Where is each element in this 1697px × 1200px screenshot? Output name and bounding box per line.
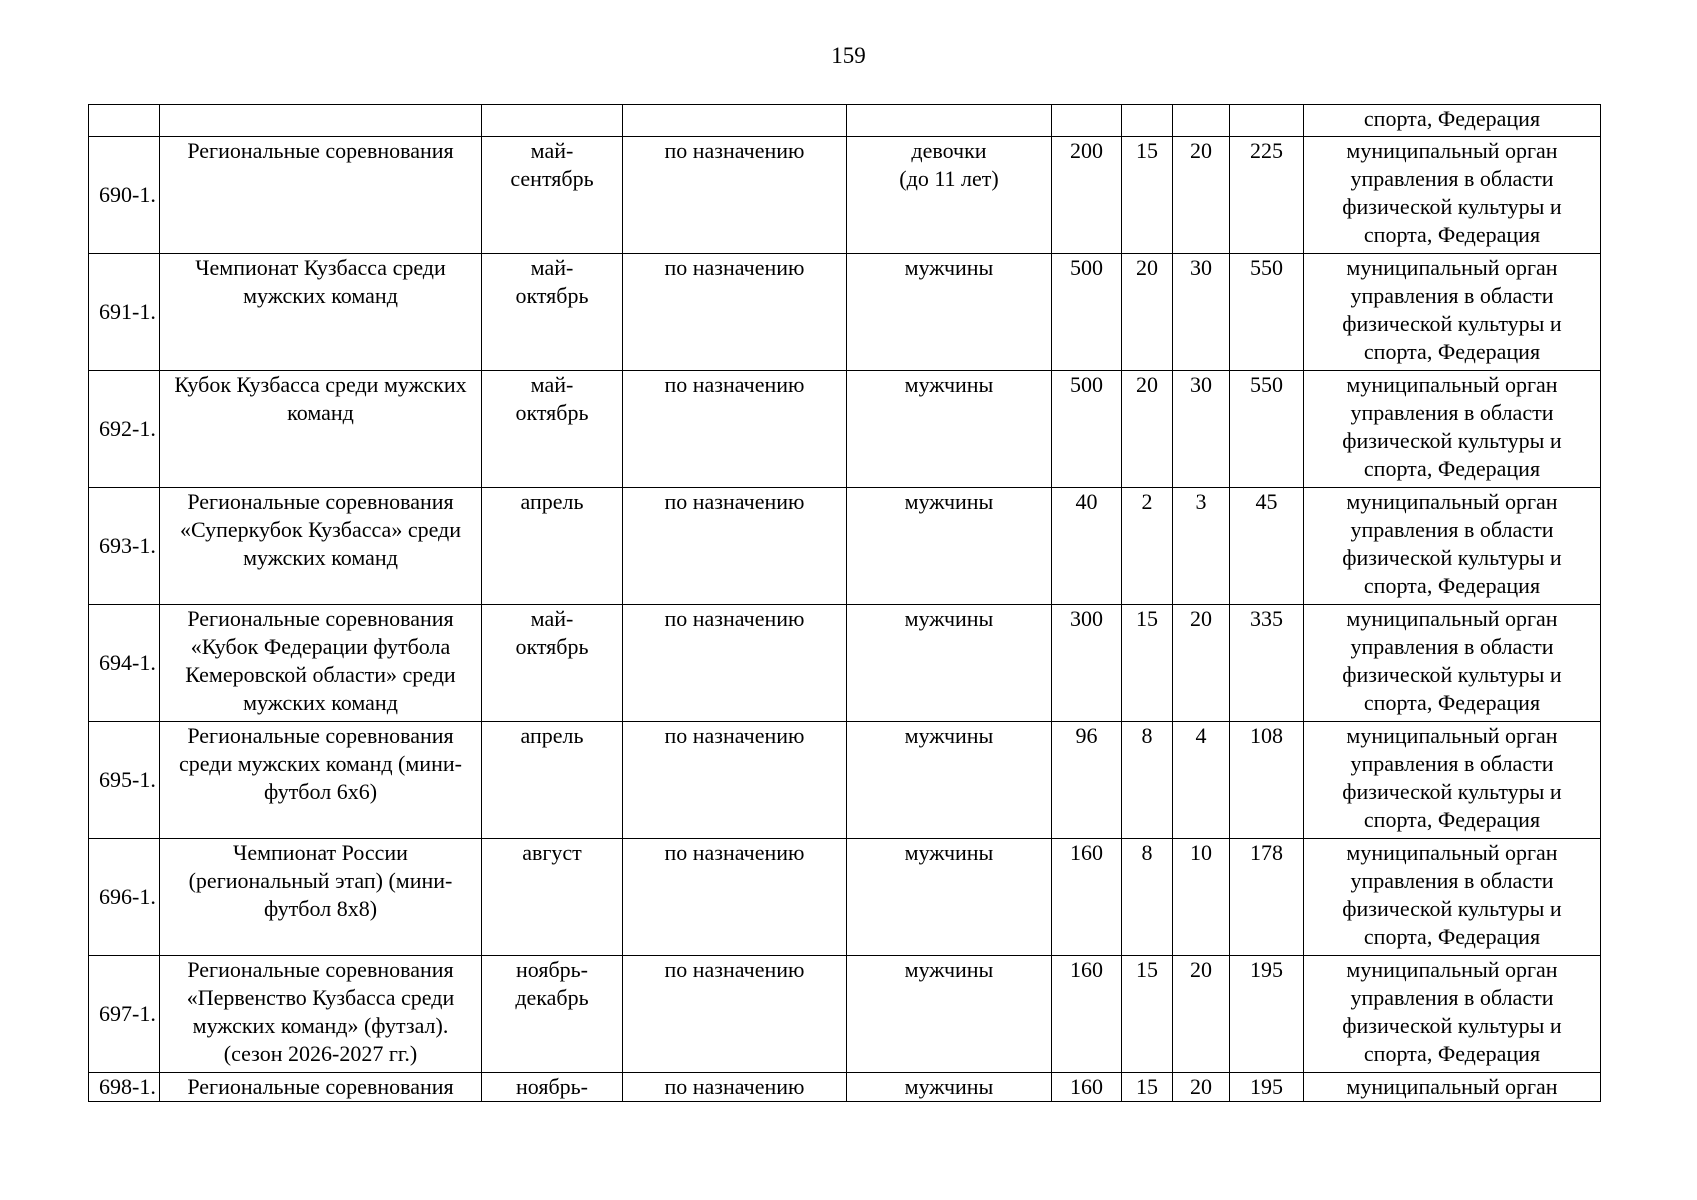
cell-num: 695-1. [89,722,160,839]
cell-coaches: 15 [1122,605,1173,722]
cell-coaches [1122,105,1173,137]
page-number: 159 [831,43,866,68]
cell-dates: май- сентябрь [482,137,623,254]
cell-num: 691-1. [89,254,160,371]
continuation-row [89,105,1601,137]
cell-group: мужчины [847,1073,1052,1102]
cell-judges: 20 [1173,1073,1230,1102]
cell-selection: по назначению [623,956,847,1073]
cell-judges: 20 [1173,605,1230,722]
table-row [89,722,1601,839]
cell-judges: 3 [1173,488,1230,605]
cell-coaches: 15 [1122,956,1173,1073]
cell-total: 225 [1230,137,1304,254]
cell-organizer: муниципальный орган управления в области физической культуры и спорта, Федерация [1304,722,1601,839]
cell-group: мужчины [847,839,1052,956]
cell-dates: август [482,839,623,956]
cell-organizer: муниципальный орган управления в области физической культуры и спорта, Федерация [1304,371,1601,488]
cell-name: Региональные соревнования «Суперкубок Кузбасса» среди мужских команд [160,488,482,605]
cell-num: 696-1. [89,839,160,956]
cell-athletes: 200 [1052,137,1122,254]
cell-athletes: 160 [1052,1073,1122,1102]
cell-organizer: спорта, Федерация [1304,105,1601,137]
cell-selection: по назначению [623,371,847,488]
cell-name: Региональные соревнования [160,137,482,254]
cell-name [160,105,482,137]
cell-dates: май- октябрь [482,254,623,371]
cell-athletes: 500 [1052,254,1122,371]
cell-organizer: муниципальный орган управления в области физической культуры и спорта, Федерация [1304,605,1601,722]
cell-num [89,105,160,137]
table-row [89,605,1601,722]
cell-coaches: 8 [1122,839,1173,956]
cell-judges: 10 [1173,839,1230,956]
cell-name: Региональные соревнования «Кубок Федерации футбола Кемеровской области» среди мужских команд [160,605,482,722]
cell-selection: по назначению [623,488,847,605]
cell-dates: апрель [482,488,623,605]
cell-judges [1173,105,1230,137]
cell-selection: по назначению [623,1073,847,1102]
cell-dates: май- октябрь [482,371,623,488]
cell-coaches: 15 [1122,1073,1173,1102]
cell-group: мужчины [847,254,1052,371]
cell-organizer: муниципальный орган управления в области физической культуры и спорта, Федерация [1304,956,1601,1073]
cell-num: 690-1. [89,137,160,254]
cell-total: 550 [1230,371,1304,488]
cell-athletes: 96 [1052,722,1122,839]
table-row [89,839,1601,956]
cell-coaches: 20 [1122,254,1173,371]
cell-coaches: 2 [1122,488,1173,605]
cell-athletes: 160 [1052,956,1122,1073]
cell-name: Региональные соревнования [160,1073,482,1102]
cell-total: 335 [1230,605,1304,722]
cell-group [847,105,1052,137]
cell-name: Чемпионат России (региональный этап) (мини-футбол 8х8) [160,839,482,956]
cell-organizer: муниципальный орган управления в области физической культуры и спорта, Федерация [1304,137,1601,254]
cell-num: 694-1. [89,605,160,722]
cell-athletes: 160 [1052,839,1122,956]
table-row-partial [89,1073,1601,1102]
cell-dates: май- октябрь [482,605,623,722]
cell-athletes [1052,105,1122,137]
cell-group: мужчины [847,722,1052,839]
cell-organizer: муниципальный орган управления в области физической культуры и спорта, Федерация [1304,254,1601,371]
cell-dates: ноябрь- декабрь [482,956,623,1073]
cell-name: Региональные соревнования среди мужских команд (мини-футбол 6х6) [160,722,482,839]
cell-coaches: 8 [1122,722,1173,839]
cell-dates: апрель [482,722,623,839]
cell-organizer: муниципальный орган управления в области физической культуры и спорта, Федерация [1304,839,1601,956]
cell-coaches: 15 [1122,137,1173,254]
cell-group: мужчины [847,488,1052,605]
table-row [89,254,1601,371]
cell-athletes: 500 [1052,371,1122,488]
cell-num: 697-1. [89,956,160,1073]
cell-group: мужчины [847,371,1052,488]
cell-total: 195 [1230,956,1304,1073]
cell-athletes: 40 [1052,488,1122,605]
table-row [89,488,1601,605]
cell-total: 108 [1230,722,1304,839]
cell-judges: 30 [1173,371,1230,488]
cell-organizer: муниципальный орган управления в области физической культуры и спорта, Федерация [1304,488,1601,605]
cell-selection: по назначению [623,722,847,839]
cell-dates [482,105,623,137]
cell-selection: по назначению [623,254,847,371]
cell-judges: 20 [1173,137,1230,254]
cell-selection: по назначению [623,839,847,956]
cell-total: 550 [1230,254,1304,371]
cell-athletes: 300 [1052,605,1122,722]
cell-coaches: 20 [1122,371,1173,488]
table-row [89,956,1601,1073]
cell-num: 692-1. [89,371,160,488]
cell-group: девочки (до 11 лет) [847,137,1052,254]
cell-judges: 4 [1173,722,1230,839]
cell-total: 45 [1230,488,1304,605]
cell-name: Чемпионат Кузбасса среди мужских команд [160,254,482,371]
cell-selection [623,105,847,137]
cell-organizer: муниципальный орган [1304,1073,1601,1102]
cell-selection: по назначению [623,605,847,722]
events-table [88,104,1601,1102]
cell-num: 693-1. [89,488,160,605]
cell-total [1230,105,1304,137]
table-row [89,137,1601,254]
cell-total: 178 [1230,839,1304,956]
cell-group: мужчины [847,956,1052,1073]
cell-dates: ноябрь- [482,1073,623,1102]
cell-num: 698-1. [89,1073,160,1102]
cell-name: Региональные соревнования «Первенство Кузбасса среди мужских команд» (футзал). (сезон 2026-2027 гг.) [160,956,482,1073]
cell-group: мужчины [847,605,1052,722]
cell-name: Кубок Кузбасса среди мужских команд [160,371,482,488]
cell-total: 195 [1230,1073,1304,1102]
cell-judges: 20 [1173,956,1230,1073]
cell-selection: по назначению [623,137,847,254]
cell-judges: 30 [1173,254,1230,371]
table-row [89,371,1601,488]
